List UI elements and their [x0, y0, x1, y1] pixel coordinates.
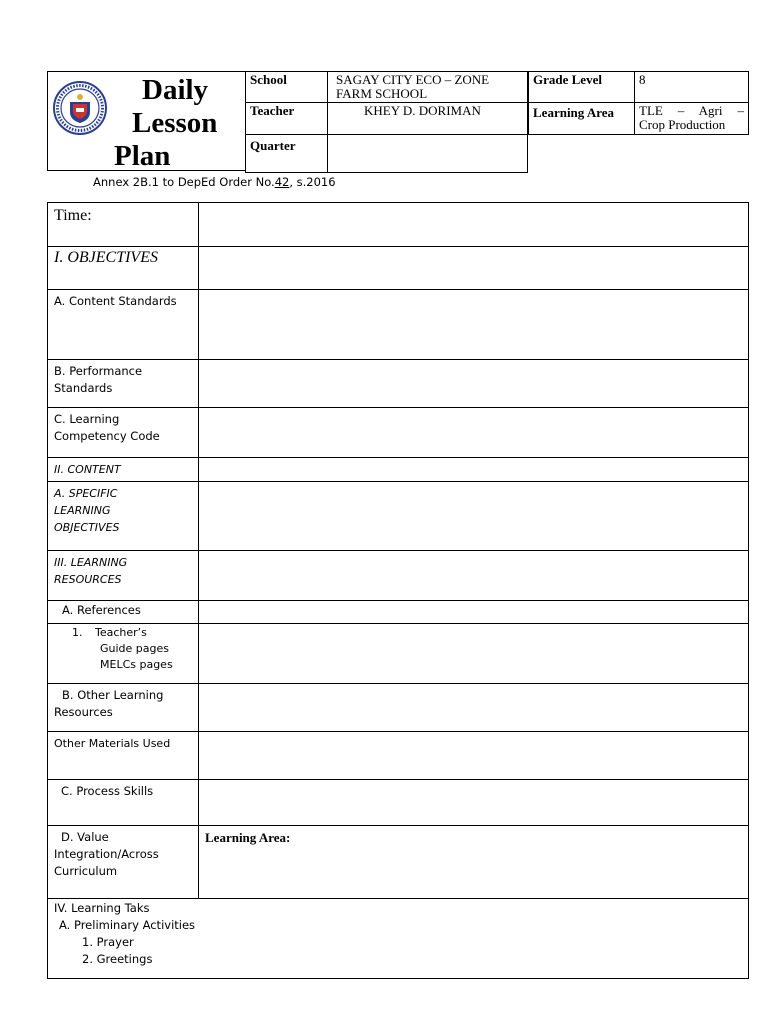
- learning-area-value-line1: TLE – Agri –: [639, 103, 744, 118]
- specific-line1: A. SPECIFIC: [54, 487, 118, 500]
- value-line3: Curriculum: [54, 864, 118, 878]
- refs-line3: MELCs pages: [100, 658, 173, 671]
- grade-level-label: Grade Level: [529, 72, 635, 103]
- refs-number: 1.: [72, 626, 83, 639]
- learning-resources-value[interactable]: [199, 551, 749, 601]
- daily-lesson-plan-title: [114, 74, 234, 173]
- other-resources-label: [48, 684, 199, 732]
- annex-prefix: Annex 2B.1 to DepEd Order No.: [93, 175, 275, 189]
- content-value[interactable]: [199, 458, 749, 482]
- title-line-plan: Plan: [114, 140, 171, 172]
- process-skills-label: C. Process Skills: [48, 780, 199, 826]
- annex-order-number: 42: [274, 175, 290, 189]
- teacher-value: KHEY D. DORIMAN: [328, 103, 528, 135]
- learning-tasks-cell[interactable]: [48, 899, 749, 979]
- row-references: [48, 601, 749, 624]
- objectives-value[interactable]: [199, 247, 749, 290]
- specific-line3: OBJECTIVES: [54, 521, 120, 534]
- specific-objectives-value[interactable]: [199, 482, 749, 551]
- value-integration-label: [48, 826, 199, 899]
- objectives-heading: I. OBJECTIVES: [48, 247, 199, 290]
- value-line2: Integration/Across: [54, 847, 159, 861]
- performance-standards-line1: B. Performance: [54, 364, 143, 378]
- school-value-line1: SAGAY CITY ECO – ZONE: [336, 72, 490, 87]
- quarter-value: [328, 135, 528, 173]
- learning-area-value: [635, 103, 749, 135]
- title-line-daily: Daily: [142, 74, 209, 106]
- row-specific-objectives: [48, 482, 749, 551]
- process-skills-value[interactable]: [199, 780, 749, 826]
- school-value-line2: FARM SCHOOL: [336, 86, 428, 101]
- teachers-guide-value[interactable]: [199, 624, 749, 684]
- time-label: Time:: [48, 203, 199, 247]
- row-process-skills: [48, 780, 749, 826]
- content-heading: II. CONTENT: [48, 458, 199, 482]
- row-performance-standards: [48, 360, 749, 408]
- task-item-greetings: 2. Greetings: [82, 952, 153, 966]
- deped-seal-icon: [52, 80, 108, 136]
- school-label: School: [246, 72, 328, 103]
- competency-code-label: [48, 408, 199, 458]
- content-standards-label: A. Content Standards: [48, 290, 199, 360]
- row-time: [48, 203, 749, 247]
- learning-resources-heading: [48, 551, 199, 601]
- annex-reference: [93, 175, 336, 189]
- row-other-resources: [48, 684, 749, 732]
- refs-line1: Teacher’s: [95, 626, 147, 639]
- annex-suffix: , s.2016: [289, 175, 336, 189]
- row-other-materials: [48, 732, 749, 780]
- competency-code-value[interactable]: [199, 408, 749, 458]
- other-resources-line1: B. Other Learning: [62, 688, 164, 702]
- teacher-label: Teacher: [246, 103, 328, 135]
- lesson-plan-header: [47, 71, 749, 173]
- specific-objectives-label: [48, 482, 199, 551]
- teachers-guide-label: [48, 624, 199, 684]
- value-line1: D. Value: [61, 830, 109, 844]
- resources-line2: RESOURCES: [54, 573, 122, 586]
- preliminary-activities: A. Preliminary Activities: [59, 918, 196, 932]
- row-competency-code: [48, 408, 749, 458]
- other-resources-line2: Resources: [54, 705, 113, 719]
- row-content-standards: [48, 290, 749, 360]
- grade-level-value: 8: [635, 72, 749, 103]
- learning-area-label: Learning Area: [529, 103, 635, 135]
- competency-line2: Competency Code: [54, 429, 160, 443]
- grade-area-grid: [528, 71, 749, 135]
- lesson-plan-table: [47, 202, 749, 979]
- performance-standards-label: [48, 360, 199, 408]
- logo-title-cell: [47, 71, 246, 171]
- quarter-label: Quarter: [246, 135, 328, 173]
- references-value[interactable]: [199, 601, 749, 624]
- row-value-integration: [48, 826, 749, 899]
- time-value[interactable]: [199, 203, 749, 247]
- row-objectives: [48, 247, 749, 290]
- performance-standards-line2: Standards: [54, 381, 113, 395]
- competency-line1: C. Learning: [54, 412, 120, 426]
- row-content: [48, 458, 749, 482]
- value-integration-value[interactable]: [199, 826, 749, 899]
- other-resources-value[interactable]: [199, 684, 749, 732]
- learning-area-field-label: Learning Area:: [205, 830, 291, 845]
- other-materials-label: Other Materials Used: [48, 732, 199, 780]
- resources-line1: III. LEARNING: [54, 556, 128, 569]
- task-item-prayer: 1. Prayer: [82, 935, 134, 949]
- refs-line2: Guide pages: [100, 642, 170, 655]
- other-materials-value[interactable]: [199, 732, 749, 780]
- learning-tasks-heading: IV. Learning Taks: [54, 901, 150, 915]
- row-teachers-guide: [48, 624, 749, 684]
- content-standards-value[interactable]: [199, 290, 749, 360]
- learning-area-value-line2: Crop Production: [639, 117, 726, 132]
- performance-standards-value[interactable]: [199, 360, 749, 408]
- row-learning-resources: [48, 551, 749, 601]
- school-value: [328, 72, 528, 103]
- title-line-lesson: Lesson: [132, 107, 218, 139]
- specific-line2: LEARNING: [54, 504, 111, 517]
- row-learning-tasks: [48, 899, 749, 979]
- references-label: A. References: [48, 601, 199, 624]
- header-info-grid: [245, 71, 528, 173]
